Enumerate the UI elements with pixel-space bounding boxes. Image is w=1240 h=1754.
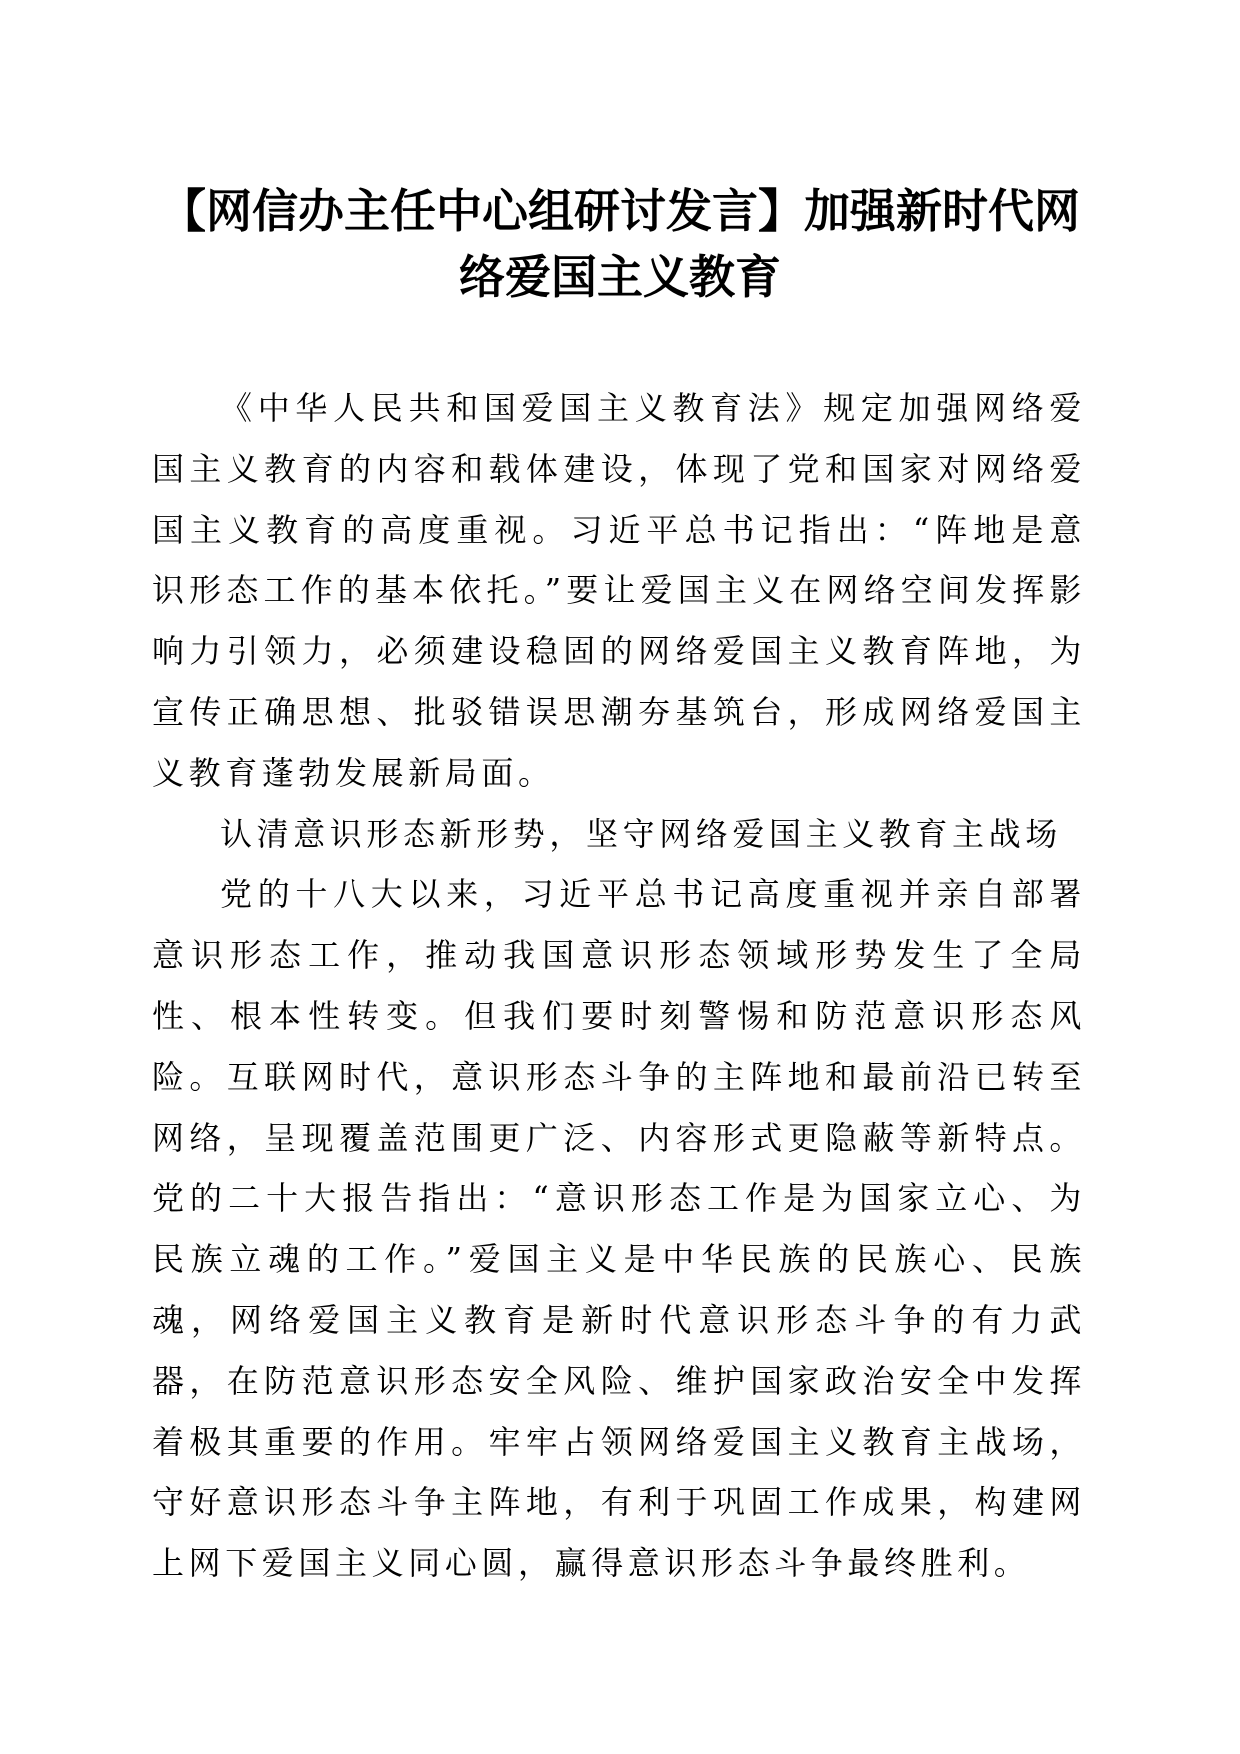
paragraph-body: 党的十八大以来，习近平总书记高度重视并亲自部署意识形态工作，推动我国意识形态领域形势发生了全局性、根本性转变。但我们要时刻警惕和防范意识形态风险。互联网时代，意识形态斗争的主阵地和最前沿已转至网络，呈现覆盖范围更广泛、内容形式更隐蔽等新特点。党的二十大报告指出：“意识形态工作是为国家立心、为民族立魂的工作。”爱国主义是中华民族的民族心、民族魂，网络爱国主义教育是新时代意识形态斗争的有力武器，在防范意识形态安全风险、维护国家政治安全中发挥着极其重要的作用。牢牢占领网络爱国主义教育主战场，守好意识形态斗争主阵地，有利于巩固工作成果，构建网上网下爱国主义同心圆，赢得意识形态斗争最终胜利。: [152, 875, 1086, 1583]
paragraph-intro: 《中华人民共和国爱国主义教育法》规定加强网络爱国主义教育的内容和载体建设，体现了党和国家对网络爱国主义教育的高度重视。习近平总书记指出：“阵地是意识形态工作的基本依托。”要让爱国主义在网络空间发挥影响力引领力，必须建设稳固的网络爱国主义教育阵地，为宣传正确思想、批驳错误思潮夯基筑台，形成网络爱国主义教育蓬勃发展新局面。: [152, 389, 1086, 792]
title-line-1: 【网信办主任中心组研讨发言】加强新时代网: [160, 184, 1080, 238]
document-title: [150, 178, 1090, 310]
section-heading: 认清意识形态新形势，坚守网络爱国主义教育主战场: [220, 814, 1062, 853]
document-body: [152, 378, 1086, 1594]
title-line-2: 络爱国主义教育: [459, 250, 781, 304]
